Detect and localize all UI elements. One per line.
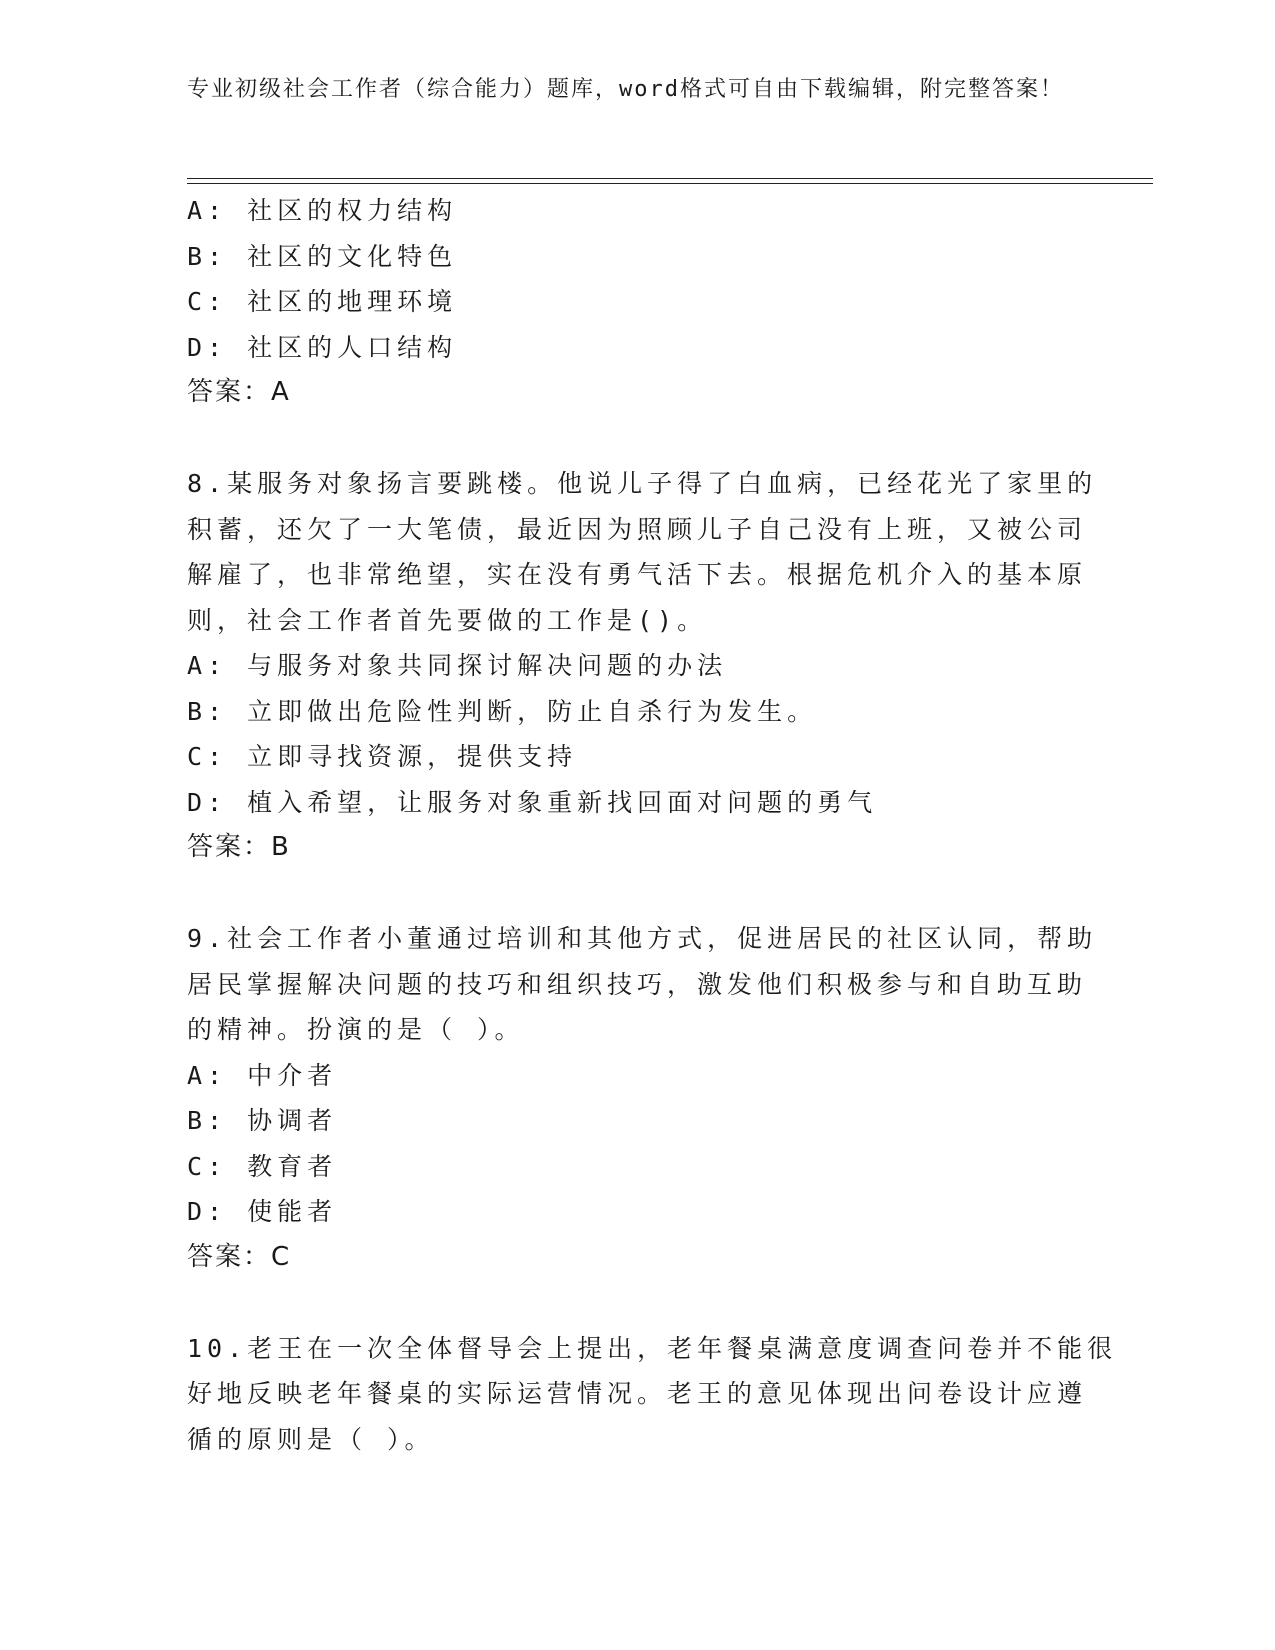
question-list (187, 188, 1118, 1462)
header-rule-top (187, 178, 1153, 179)
option-b: B: 社区的文化特色 (187, 241, 458, 271)
option-c: C: 社区的地理环境 (187, 287, 458, 316)
stem-line: 居民掌握解决问题的技巧和组织技巧，激发他们积极参与和自助互助 (187, 969, 1088, 999)
answer-line: 答案：B (187, 832, 291, 862)
stem-line: 循的原则是（ ）。 (187, 1424, 435, 1454)
document-header: 专业初级社会工作者（综合能力）题库，word格式可自由下载编辑，附完整答案！ (187, 77, 1064, 102)
answer-line: 答案：A (187, 377, 291, 407)
stem-line: 的精神。扮演的是（ ）。 (187, 1015, 525, 1044)
question-stem (187, 916, 1098, 1053)
answer-line: 答案：C (187, 1241, 292, 1272)
option-a: A: 与服务对象共同探讨解决问题的办法 (187, 651, 728, 680)
header-rule-bottom (187, 183, 1153, 184)
option-b: B: 协调者 (187, 1106, 338, 1135)
option-b: B: 立即做出危险性判断，防止自杀行为发生。 (187, 696, 818, 726)
option-d: D: 社区的人口结构 (187, 332, 458, 362)
stem-line: 8.某服务对象扬言要跳楼。他说儿子得了白血病，已经花光了家里的 (187, 469, 1098, 498)
stem-line: 则，社会工作者首先要做的工作是()。 (187, 605, 708, 635)
stem-line: 解雇了，也非常绝望，实在没有勇气活下去。根据危机介入的基本原 (187, 560, 1088, 589)
option-a: A: 中介者 (187, 1060, 338, 1090)
stem-line: 10.老王在一次全体督导会上提出，老年餐桌满意度调查问卷并不能很 (187, 1333, 1118, 1363)
option-d: D: 植入希望，让服务对象重新找回面对问题的勇气 (187, 787, 878, 817)
option-d: D: 使能者 (187, 1197, 338, 1226)
option-c: C: 教育者 (187, 1151, 338, 1181)
question-block (187, 188, 1087, 416)
stem-line: 9.社会工作者小董通过培训和其他方式，促进居民的社区认同，帮助 (187, 924, 1098, 953)
question-stem (187, 461, 1098, 643)
question-block (187, 461, 1098, 871)
stem-line: 好地反映老年餐桌的实际运营情况。老王的意见体现出问卷设计应遵 (187, 1379, 1088, 1408)
question-stem (187, 1326, 1118, 1463)
question-block (187, 1326, 1118, 1463)
option-a: A: 社区的权力结构 (187, 196, 458, 225)
option-c: C: 立即寻找资源，提供支持 (187, 742, 578, 771)
question-block (187, 916, 1098, 1280)
stem-line: 积蓄，还欠了一大笔债，最近因为照顾儿子自己没有上班，又被公司 (187, 514, 1088, 544)
